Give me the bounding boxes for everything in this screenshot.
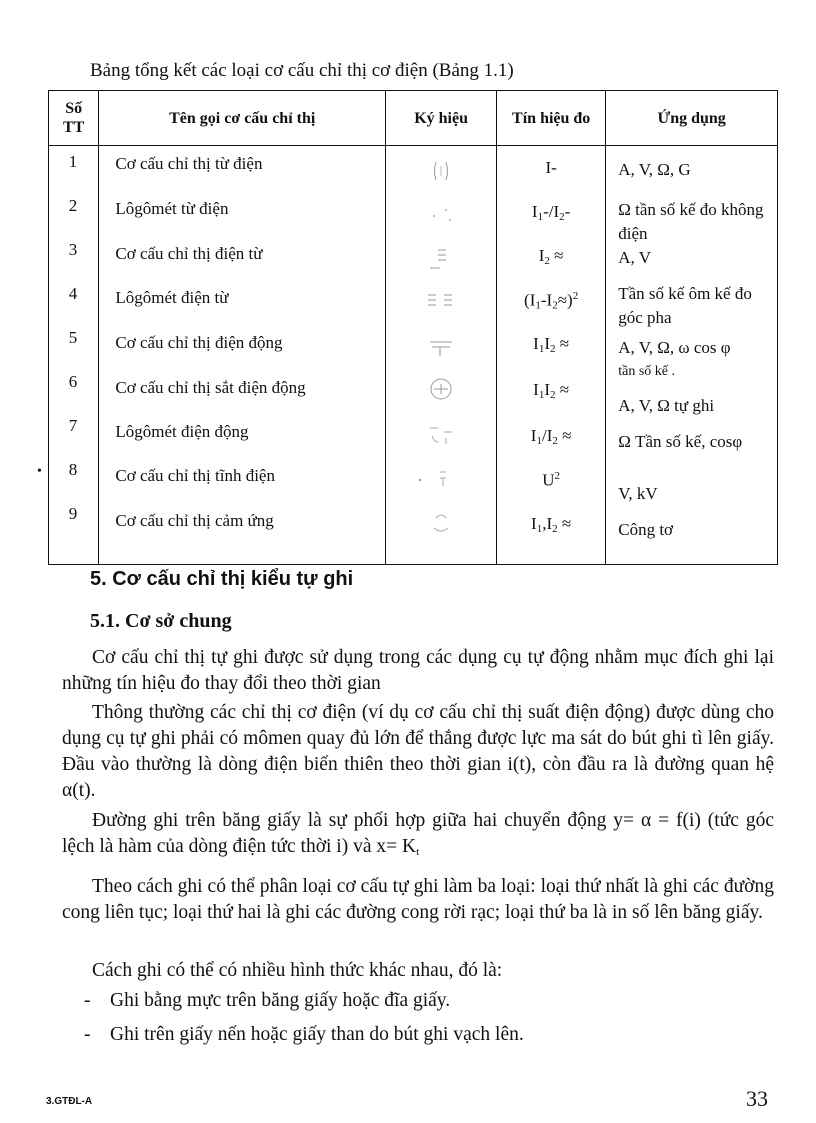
paragraph: Cách ghi có thể có nhiều hình thức khác nhau, đó là: (92, 960, 503, 981)
mechanism-name: Cơ cấu chỉ thị sắt điện động (115, 378, 306, 397)
row-number: 1 (68, 152, 78, 171)
signal-column (497, 146, 606, 565)
row-number: 2 (68, 196, 78, 215)
name-column (99, 146, 386, 565)
header-number: Số TT (49, 91, 99, 146)
paragraph: Theo cách ghi có thể phân loại cơ cấu tự ghi làm ba loại: loại thứ nhất là ghi các đường cong liên tục; loại thứ hai là ghi các đường cong rời rạc; loại thứ ba là in số lên băng giấy. (62, 876, 774, 923)
bullet-mark: • (37, 464, 42, 479)
paragraph: Thông thường các chỉ thị cơ điện (ví dụ cơ cấu chỉ thị suất điện động) được dùng cho dụng cụ tự ghi phải có mômen quay đủ lớn để thắng được lực ma sát do bút ghi tì lên giấy. Đầu vào thường là dòng điện biến thiên theo thời gian i(t), còn đầu ra là đường quan hệ α(t). (62, 702, 774, 801)
application-text: V, kV (618, 484, 658, 503)
electrostatic-symbol-icon (416, 466, 466, 492)
application-text: A, V, Ω, G (618, 160, 691, 179)
symbol-column (386, 146, 497, 565)
application-text: Công tơ (618, 520, 674, 539)
signal-value: $I_1-/I_2-$ (531, 202, 571, 223)
signal-value: $I_1,I_2$ ≈ (531, 514, 572, 535)
moving-coil-logometer-symbol-icon (416, 202, 466, 228)
moving-iron-symbol-icon (416, 246, 466, 272)
ferrodynamic-symbol-icon (416, 376, 466, 402)
row-number: • 8 (37, 460, 78, 479)
induction-symbol-icon (416, 510, 466, 536)
section-heading: 5. Cơ cấu chỉ thị kiểu tự ghi (90, 568, 354, 590)
table-header-row (49, 91, 778, 146)
application-column (606, 146, 778, 565)
mechanism-name: Lôgômét điện từ (115, 288, 229, 307)
table-caption: Bảng tổng kết các loại cơ cấu chỉ thị cơ điện (Bảng 1.1) (90, 60, 514, 81)
application-text: A, V, Ω, ω cos φ (618, 338, 731, 357)
header-name: Tên gọi cơ cấu chỉ thị (99, 91, 386, 146)
number-column (37, 146, 99, 565)
application-text: tần số kế . (618, 364, 675, 379)
subsection-heading: 5.1. Cơ sở chung (90, 610, 232, 632)
signal-value: $(I_1-I_2\approx)^2$ (524, 290, 579, 312)
application-text: Tần số kế ôm kế đo góc pha (618, 284, 752, 327)
header-symbol: Ký hiệu (386, 91, 497, 146)
row-number: 5 (68, 328, 78, 347)
header-signal: Tín hiệu đo (497, 91, 606, 146)
application-text: A, V (618, 248, 651, 267)
application-text: Ω tần số kế đo không điện (618, 200, 764, 243)
application-text: Ω Tần số kế, cosφ (618, 432, 743, 451)
paragraph: Đường ghi trên băng giấy là sự phối hợp giữa hai chuyển động y= α = f(i) (tức góc lệch là hàm của dòng điện tức thời i) và $x= K_t$ (62, 810, 774, 858)
mechanism-name: Cơ cấu chỉ thị điện động (115, 333, 283, 352)
mechanism-name: Cơ cấu chỉ thị cảm ứng (115, 511, 274, 530)
moving-iron-logometer-symbol-icon (416, 290, 466, 316)
list-item: - Ghi bằng mực trên băng giấy hoặc đĩa giấy. (84, 990, 451, 1011)
summary-table (37, 90, 778, 565)
moving-coil-symbol-icon (416, 158, 466, 184)
mechanism-name: Lôgômét điện động (115, 422, 249, 441)
mechanism-name: Cơ cấu chỉ thị điện từ (115, 244, 263, 263)
row-number: 6 (68, 372, 78, 391)
mechanism-name: Cơ cấu chỉ thị tĩnh điện (115, 466, 275, 485)
row-number: 9 (68, 504, 78, 523)
electrodynamic-symbol-icon (416, 334, 466, 360)
electrodynamic-logometer-symbol-icon (416, 422, 466, 448)
signal-value: $U^2$ (542, 470, 561, 490)
list-item: - Ghi trên giấy nến hoặc giấy than do bút ghi vạch lên. (84, 1024, 524, 1045)
paragraph: Cơ cấu chỉ thị tự ghi được sử dụng trong các dụng cụ tự động nhằm mục đích ghi lại những tín hiệu đo thay đổi theo thời gian (62, 647, 774, 694)
footer-code: 3.GTĐL-A (46, 1096, 93, 1107)
signal-value: $I_1I_2$ ≈ (533, 334, 570, 355)
signal-value: $I_1/I_2$ ≈ (530, 426, 572, 447)
header-application: Ứng dụng (606, 91, 778, 146)
application-text: A, V, Ω tự ghi (618, 396, 715, 415)
mechanism-name: Cơ cấu chỉ thị từ điện (115, 154, 263, 173)
page-number: 33 (746, 1086, 768, 1111)
mechanism-name: Lôgômét từ điện (115, 199, 229, 218)
signal-value: $I_1I_2$ ≈ (533, 380, 570, 401)
row-number: 4 (68, 284, 78, 303)
signal-value: $I_2$ ≈ (538, 246, 564, 267)
row-number: 7 (68, 416, 78, 435)
row-number: 3 (68, 240, 78, 259)
table-body-row (49, 146, 778, 565)
signal-value: I- (545, 158, 557, 177)
